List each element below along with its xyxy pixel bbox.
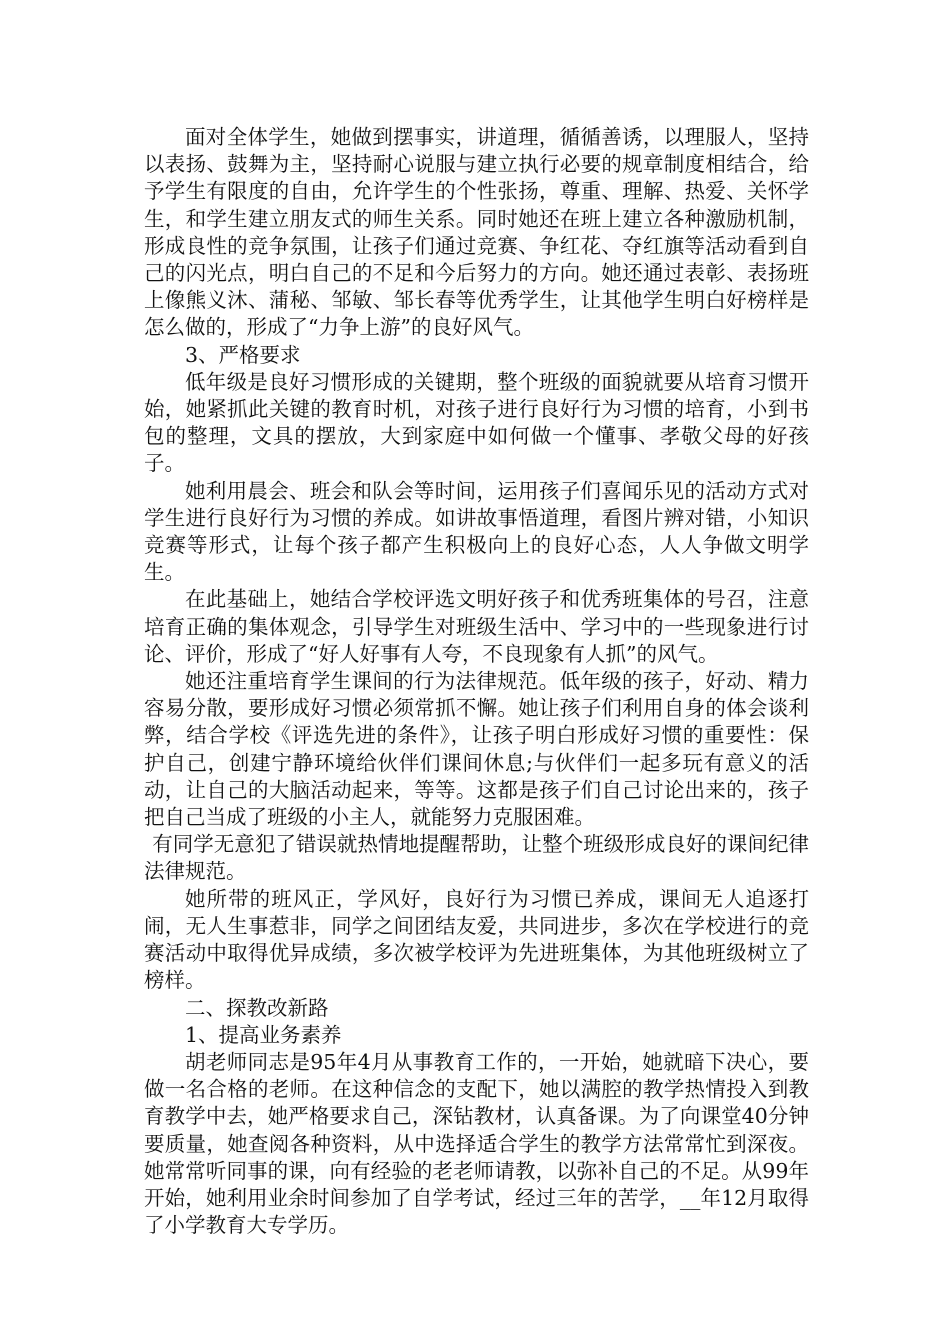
paragraph-student-encouragement: 面对全体学生，她做到摆事实，讲道理，循循善诱，以理服人，坚持以表扬、鼓舞为主，坚持耐心说服与建立执行必要的规章制度相结合，给予学生有限度的自由，允许学生的个性张扬，尊重、理解、热爱、关怀学生，和学生建立朋友式的师生关系。同时她还在班上建立各种激励机制，形成良性的竞争氛围，让孩子们通过竞赛、争红花、夺红旗等活动看到自己的闪光点，明白自己的不足和今后努力的方向。她还通过表彰、表扬班上像熊义沐、蒲秘、邹敏、邹长春等优秀学生，让其他学生明白好榜样是怎么做的，形成了“力争上游”的良好风气。 <box>144 125 809 340</box>
paragraph-teacher-career: 胡老师同志是95年4月从事教育工作的，一开始，她就暗下决心，要做一名合格的老师。在这种信念的支配下，她以满腔的教学热情投入到教育教学中去，她严格要求自己，深钻教材，认真备课。为了向课堂40分钟要质量，她查阅各种资料，从中选择适合学生的教学方法常常忙到深夜。她常常听同事的课，向有经验的老老师请教，以弥补自己的不足。从99年开始，她利用业余时间参加了自学考试，经过三年的苦学，__年12月取得了小学教育大专学历。 <box>144 1049 809 1238</box>
paragraph-class-achievements: 她所带的班风正，学风好，良好行为习惯已养成，课间无人追逐打闹，无人生事惹非，同学之间团结友爱，共同进步，多次在学校进行的竞赛活动中取得优异成绩，多次被学校评为先进班集体，为其他班级树立了榜样。 <box>144 886 809 993</box>
paragraph-peer-reminders: 有同学无意犯了错误就热情地提醒帮助，让整个班级形成良好的课间纪律法律规范。 <box>144 832 809 884</box>
heading-strict-requirements: 3、严格要求 <box>185 342 301 367</box>
heading-professional-quality: 1、提高业务素养 <box>185 1022 342 1047</box>
paragraph-morning-meetings: 她利用晨会、班会和队会等时间，运用孩子们喜闻乐见的活动方式对学生进行良好行为习惯的养成。如讲故事悟道理，看图片辨对错，小知识竞赛等形式，让每个孩子都产生积极向上的良好心态，人人争做文明学生。 <box>144 478 809 585</box>
heading-teaching-reform: 二、探教改新路 <box>185 995 329 1020</box>
document-body <box>144 124 809 1239</box>
paragraph-habit-formation: 低年级是良好习惯形成的关键期，整个班级的面貌就要从培育习惯开始，她紧抓此关键的教育时机，对孩子进行良好行为习惯的培育，小到书包的整理，文具的摆放，大到家庭中如何做一个懂事、孝敬父母的好孩子。 <box>144 369 809 476</box>
paragraph-collective-concept: 在此基础上，她结合学校评选文明好孩子和优秀班集体的号召，注意培育正确的集体观念，引导学生对班级生活中、学习中的一些现象进行讨论、评价，形成了“好人好事有人夸，不良现象有人抓”的风气。 <box>144 587 809 666</box>
paragraph-recess-norms: 她还注重培育学生课间的行为法律规范。低年级的孩子，好动、精力容易分散，要形成好习惯必须常抓不懈。她让孩子们利用自身的体会谈利弊，结合学校《评选先进的条件》，让孩子明白形成好习惯的重要性：保护自己，创建宁静环境给伙伴们课间休息;与伙伴们一起多玩有意义的活动，让自己的大脑活动起来，等等。这都是孩子们自己讨论出来的，孩子把自己当成了班级的小主人，就能努力克服困难。 <box>144 669 809 830</box>
